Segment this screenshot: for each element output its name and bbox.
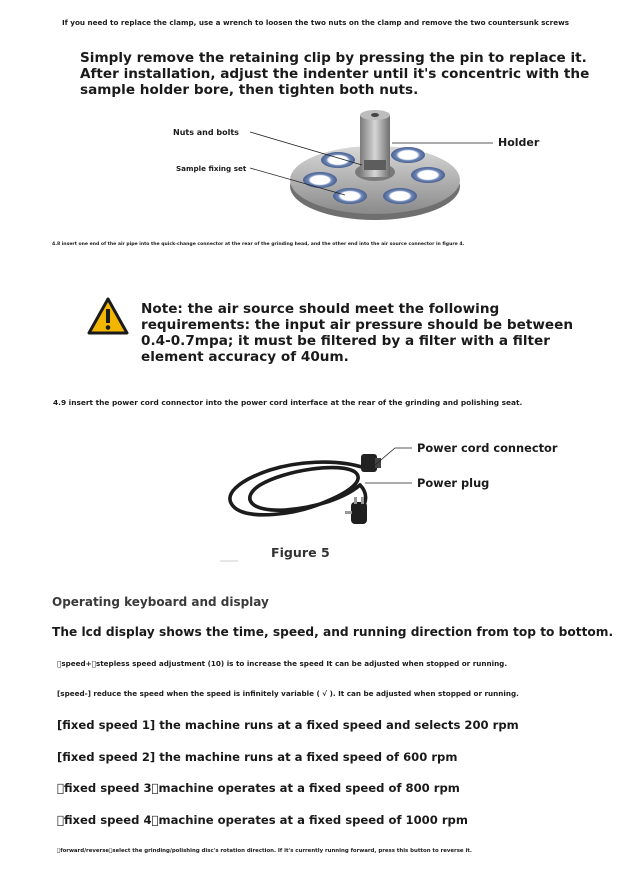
key-fixed-speed-4:  fixed speed 4 machine operates at a fixed speed of 1000 rpm: [57, 813, 468, 827]
lcd-description: The lcd display shows the time, speed, and running direction from top to bottom.: [52, 625, 614, 639]
label-power-cord-connector: Power cord connector: [417, 441, 558, 455]
label-sample-fixing-set: Sample fixing set: [176, 164, 247, 173]
key-fixed-speed-2: [fixed speed 2] the machine runs at a fixed speed of 600 rpm: [57, 750, 458, 764]
label-nuts-and-bolts: Nuts and bolts: [173, 128, 239, 137]
key-fixed-speed-1: [fixed speed 1] the machine runs at a fixed speed and selects 200 rpm: [57, 718, 519, 732]
figure-5-caption: Figure 5: [271, 545, 330, 560]
step-4-9: 4.9 insert the power cord connector into the power cord interface at the rear of the grinding and polishing seat.: [53, 398, 523, 407]
top-note: If you need to replace the clamp, use a wrench to loosen the two nuts on the clamp and remove the two countersunk screws: [62, 18, 570, 27]
section-title: Operating keyboard and display: [52, 595, 269, 609]
air-note-text: Note: the air source should meet the following requirements: the input air pressure should be between 0.4-0.7mpa; it must be filtered by a filter with a filter element accuracy of 40um.: [141, 301, 573, 365]
clip-instruction: Simply remove the retaining clip by pressing the pin to replace it. After installation, adjust the indenter until it's concentric with the sample holder bore, then tighten both nuts.: [80, 50, 590, 98]
step-4-8: 4.8 insert one end of the air pipe into the quick-change connector at the rear of the grinding head, and the other end into the air source connector in figure 4.: [52, 242, 465, 247]
label-holder: Holder: [498, 136, 540, 149]
key-speed-plus:  speed+ stepless speed adjustment (10) is to increase the speed It can be adjusted when stopped or running.: [57, 659, 508, 668]
key-fixed-speed-3:  fixed speed 3 machine operates at a fixed speed of 800 rpm: [57, 781, 460, 795]
key-speed-minus: [speed-] reduce the speed when the speed is infinitely variable ( √ ). It can be adjusted when stopped or running.: [57, 689, 519, 698]
key-forward-reverse:  forward/reverse select the grinding/polishing disc's rotation direction. If it's currently running forward, press this button to reverse it.: [57, 848, 472, 854]
label-power-plug: Power plug: [417, 476, 490, 490]
